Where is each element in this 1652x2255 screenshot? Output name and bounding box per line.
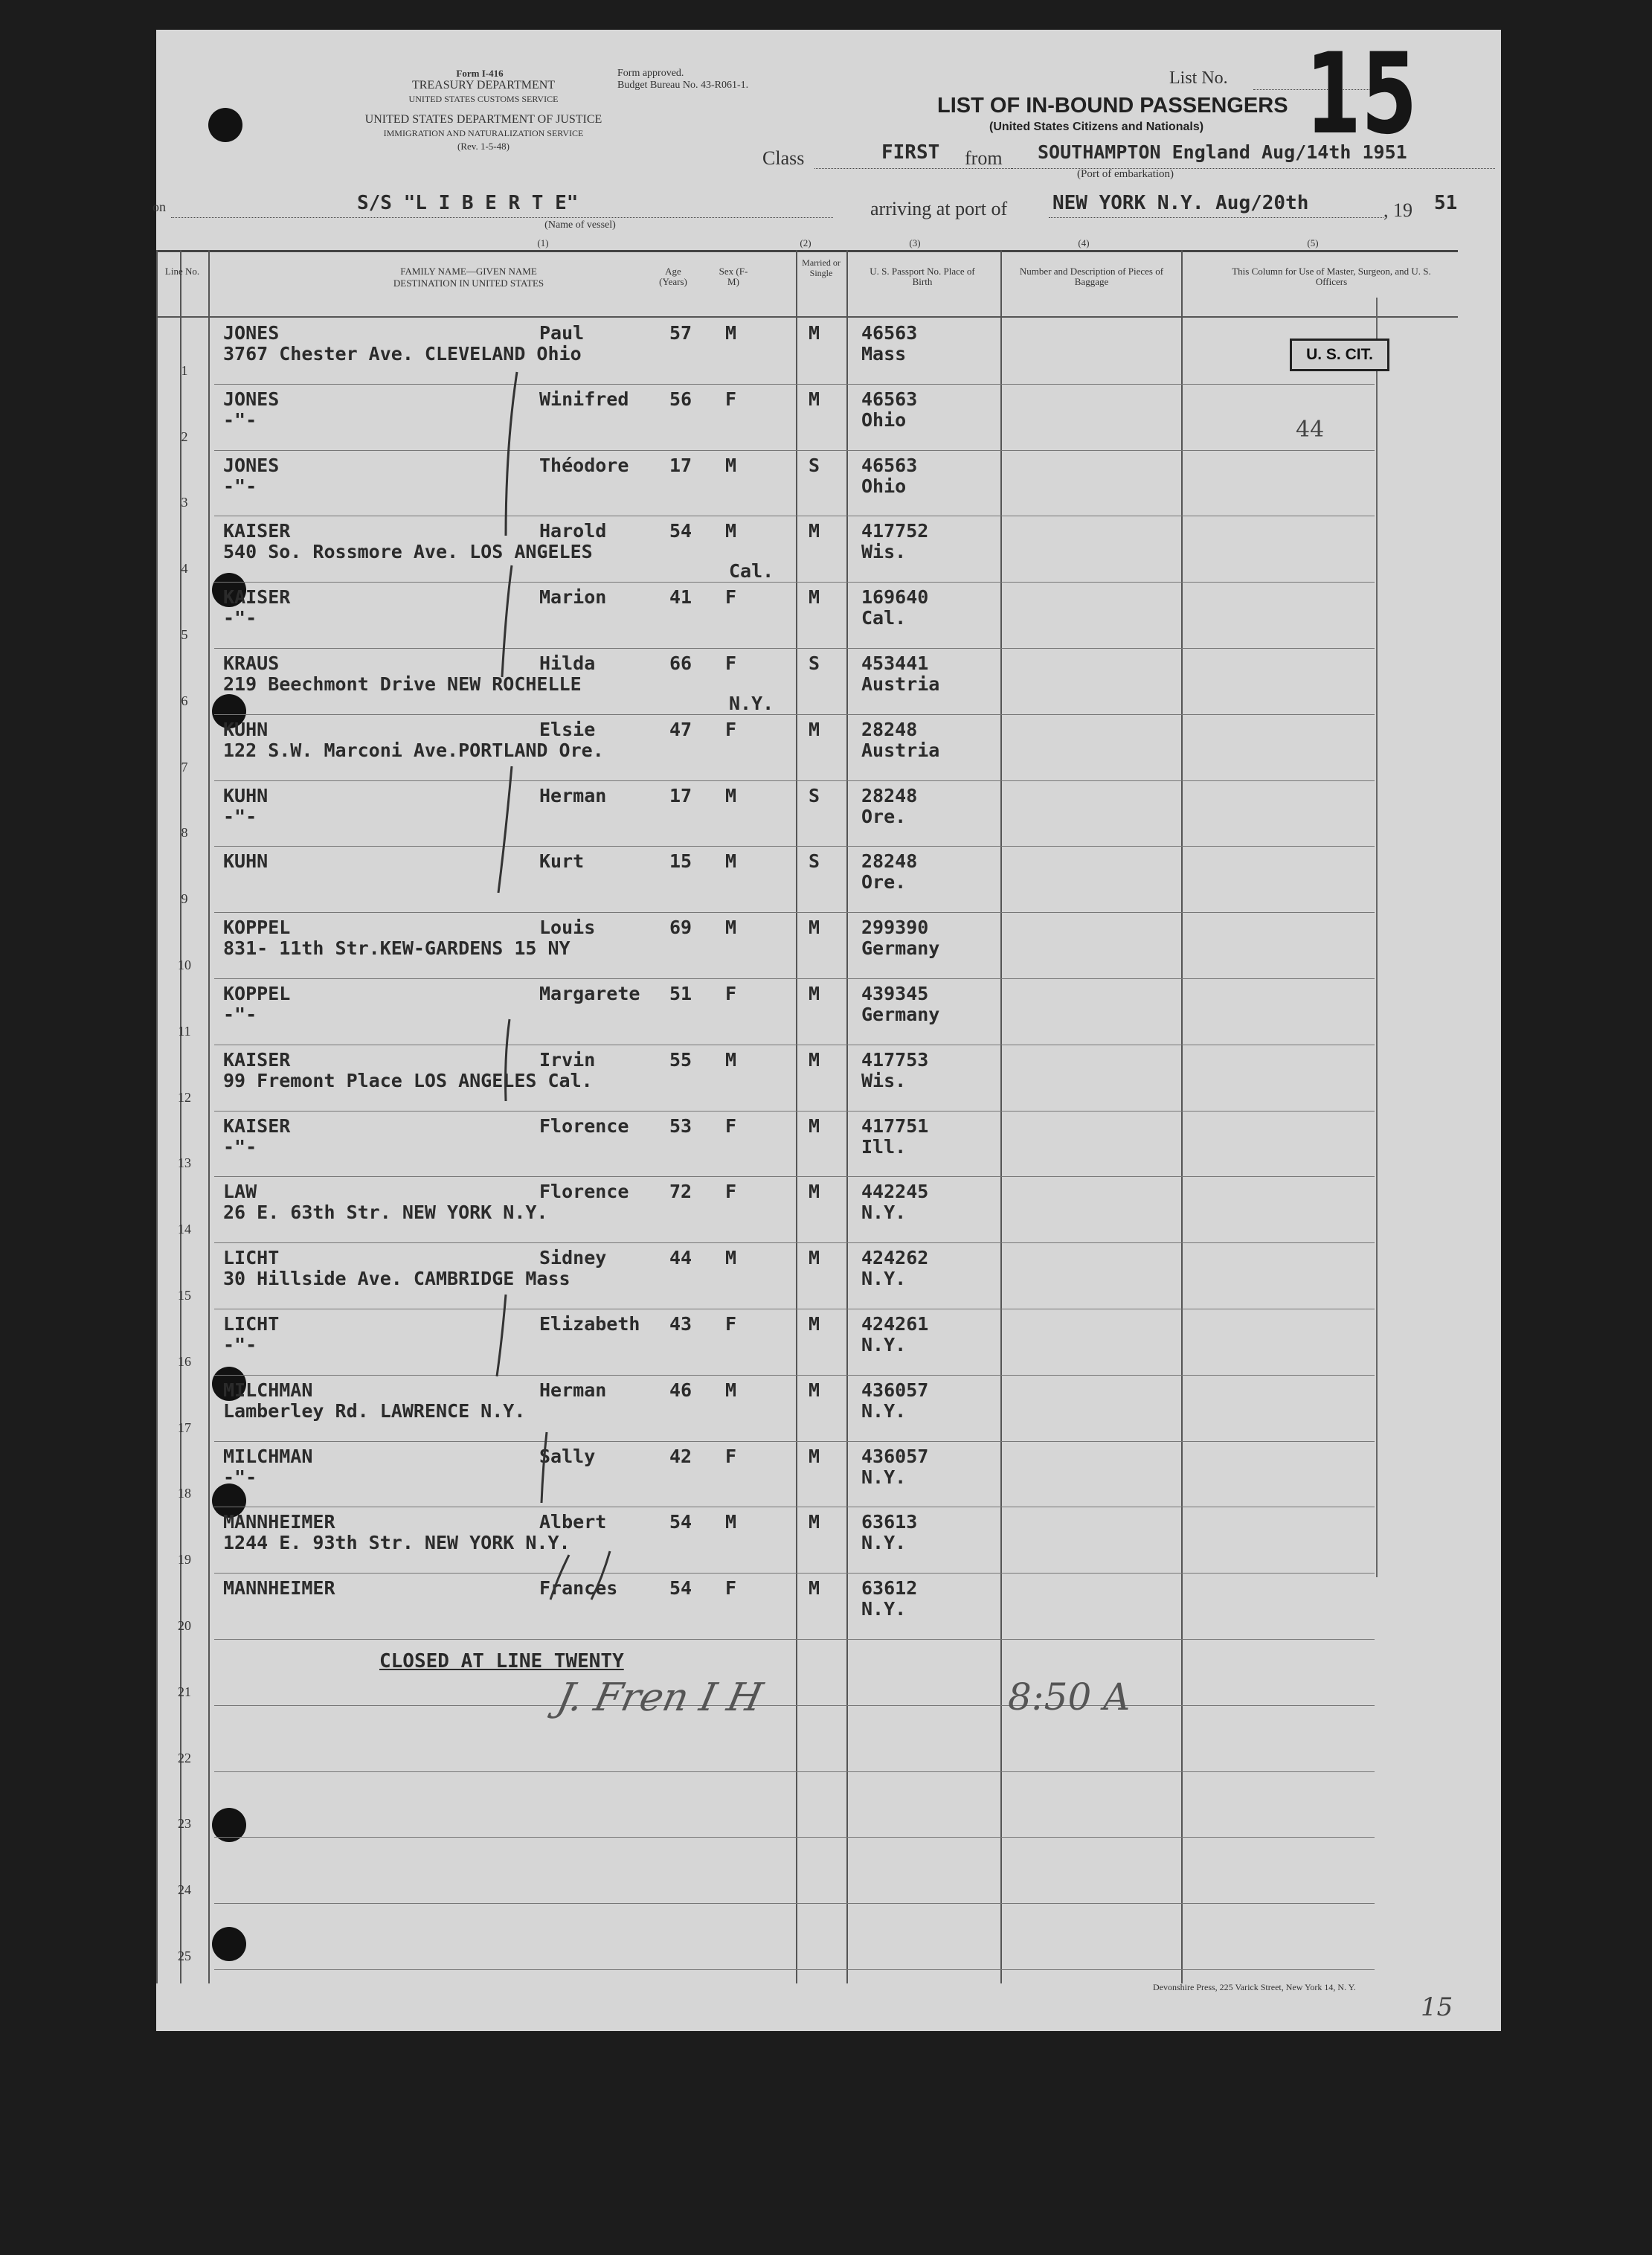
family-name: LICHT (223, 1313, 280, 1335)
printer-credit: Devonshire Press, 225 Varick Street, New York 14, N. Y. (1153, 1982, 1356, 1992)
sex: F (725, 1181, 737, 1203)
passport-number: 424261 (861, 1313, 929, 1335)
destination: -"- (223, 805, 257, 827)
marital-status: M (809, 1577, 820, 1600)
list-no-label: List No. (1169, 68, 1228, 88)
line-number: 24 (178, 1882, 191, 1898)
given-name: Hilda (539, 652, 596, 674)
marital-status: S (809, 454, 820, 476)
given-name: Marion (539, 586, 607, 609)
passport-number: 417753 (861, 1048, 929, 1071)
line-number: 25 (178, 1948, 191, 1963)
class-value: FIRST (881, 141, 940, 164)
passport-number: 28248 (861, 784, 918, 806)
sex: M (725, 1511, 737, 1533)
form-approved: Form approved. (617, 68, 684, 79)
line-number: 6 (181, 693, 188, 708)
destination: -"- (223, 1004, 257, 1025)
family-name: JONES (223, 454, 280, 476)
destination: 30 Hillside Ave. CAMBRIDGE Mass (223, 1268, 571, 1290)
family-name: LICHT (223, 1247, 280, 1269)
place-of-birth: Cal. (861, 607, 907, 629)
arriving-label: arriving at port of (870, 198, 1008, 219)
marital-status: M (809, 520, 820, 542)
marital-status: M (809, 586, 820, 609)
passport-number: 46563 (861, 388, 918, 410)
budget-bureau: Budget Bureau No. 43-R061-1. (617, 80, 749, 91)
given-name: Théodore (539, 454, 629, 476)
col-num-3: (3) (909, 237, 921, 248)
age: 57 (669, 322, 692, 344)
line-number: 18 (178, 1486, 191, 1501)
header-married: Married or Single (802, 257, 841, 278)
age: 43 (669, 1313, 692, 1335)
sex: M (725, 520, 737, 542)
vessel-name: S/S "L I B E R T E" (357, 192, 579, 214)
family-name: KUHN (223, 718, 269, 740)
passport-number: 46563 (861, 454, 918, 476)
place-of-birth: Ore. (861, 805, 907, 827)
given-name: Florence (539, 1114, 629, 1137)
age: 46 (669, 1379, 692, 1401)
header-baggage: Number and Description of Pieces of Baggage (1019, 266, 1164, 287)
age: 17 (669, 784, 692, 806)
line-number: 7 (181, 759, 188, 774)
given-name: Sidney (539, 1247, 607, 1269)
destination: 1244 E. 93th Str. NEW YORK N.Y. (223, 1532, 571, 1554)
line-number: 4 (181, 561, 188, 577)
age: 55 (669, 1048, 692, 1071)
list-number: 15 (1305, 30, 1418, 159)
line-number: 23 (178, 1816, 191, 1832)
line-number: 13 (178, 1155, 191, 1171)
sex: M (725, 784, 737, 806)
marital-status: M (809, 1379, 820, 1401)
signature: J. Fren I H (553, 1675, 767, 1720)
age: 53 (669, 1114, 692, 1137)
sex: M (725, 850, 737, 873)
line-number: 16 (178, 1353, 191, 1369)
col-num-4: (4) (1078, 237, 1090, 248)
dept-justice-sub: IMMIGRATION AND NATURALIZATION SERVICE (383, 128, 584, 138)
marital-status: M (809, 1445, 820, 1467)
given-name: Florence (539, 1181, 629, 1203)
col-num-5: (5) (1307, 237, 1319, 248)
arrival-year-prefix: , 19 (1383, 199, 1412, 221)
age: 54 (669, 520, 692, 542)
line-number: 21 (178, 1684, 191, 1699)
marital-status: M (809, 718, 820, 740)
age: 69 (669, 917, 692, 939)
given-name: Louis (539, 917, 596, 939)
header-age: Age (Years) (659, 266, 687, 287)
form-number: Form I-416 (456, 68, 504, 79)
given-name: Herman (539, 1379, 607, 1401)
place-of-birth: Austria (861, 739, 940, 761)
place-of-birth: N.Y. (861, 1532, 907, 1554)
family-name: KUHN (223, 850, 269, 873)
age: 42 (669, 1445, 692, 1467)
passport-number: 28248 (861, 718, 918, 740)
sex: M (725, 1247, 737, 1269)
place-of-birth: Ohio (861, 408, 907, 431)
marital-status: M (809, 322, 820, 344)
marital-status: S (809, 784, 820, 806)
line-number: 22 (178, 1750, 191, 1765)
sex: F (725, 1445, 737, 1467)
given-name: Winifred (539, 388, 629, 410)
from-value: SOUTHAMPTON England Aug/14th 1951 (1038, 141, 1407, 163)
page-title: LIST OF IN-BOUND PASSENGERS (937, 94, 1288, 118)
destination: -"- (223, 408, 257, 431)
passport-number: 28248 (861, 850, 918, 873)
col-num-2: (2) (800, 237, 811, 248)
dept-treasury-sub: UNITED STATES CUSTOMS SERVICE (408, 94, 559, 104)
line-number: 14 (178, 1222, 191, 1237)
family-name: MILCHMAN (223, 1445, 313, 1467)
marital-status: M (809, 388, 820, 410)
family-name: LAW (223, 1181, 257, 1203)
passport-number: 417752 (861, 520, 929, 542)
destination: 831- 11th Str.KEW-GARDENS 15 NY (223, 937, 571, 960)
age: 44 (669, 1247, 692, 1269)
age: 17 (669, 454, 692, 476)
header-name: FAMILY NAME—GIVEN NAME (400, 266, 537, 277)
passport-number: 436057 (861, 1379, 929, 1401)
destination: -"- (223, 1466, 257, 1488)
age: 15 (669, 850, 692, 873)
family-name: MANNHEIMER (223, 1577, 335, 1600)
given-name: Elsie (539, 718, 596, 740)
family-name: MILCHMAN (223, 1379, 313, 1401)
marital-status: M (809, 1247, 820, 1269)
line-number: 2 (181, 429, 188, 444)
place-of-birth: N.Y. (861, 1334, 907, 1356)
given-name: Paul (539, 322, 585, 344)
footer-page-number: 15 (1421, 1992, 1453, 2022)
place-of-birth: Ohio (861, 475, 907, 497)
sex: F (725, 652, 737, 674)
destination: -"- (223, 1334, 257, 1356)
destination-continued: Cal. (729, 560, 774, 583)
line-number: 3 (181, 495, 188, 510)
place-of-birth: Wis. (861, 1069, 907, 1091)
passport-number: 169640 (861, 586, 929, 609)
destination: 3767 Chester Ave. CLEVELAND Ohio (223, 343, 582, 365)
place-of-birth: Germany (861, 1004, 940, 1025)
marital-status: M (809, 917, 820, 939)
given-name: Irvin (539, 1048, 596, 1071)
place-of-birth: Wis. (861, 541, 907, 563)
destination: 219 Beechmont Drive NEW ROCHELLE (223, 673, 582, 695)
place-of-birth: Ill. (861, 1135, 907, 1158)
marital-status: S (809, 652, 820, 674)
age: 54 (669, 1577, 692, 1600)
on-label: on (152, 199, 166, 214)
header-sex: Sex (F-M) (719, 266, 748, 287)
passport-number: 417751 (861, 1114, 929, 1137)
header-destination: DESTINATION IN UNITED STATES (393, 278, 544, 289)
line-number: 5 (181, 627, 188, 642)
destination: 99 Fremont Place LOS ANGELES Cal. (223, 1069, 593, 1091)
line-number: 1 (181, 362, 188, 378)
from-caption: (Port of embarkation) (1077, 168, 1174, 180)
place-of-birth: Mass (861, 343, 907, 365)
col-num-1: (1) (537, 237, 549, 248)
family-name: KAISER (223, 1114, 291, 1137)
pencil-marks (156, 30, 1501, 2031)
dept-justice: UNITED STATES DEPARTMENT OF JUSTICE (364, 113, 602, 126)
sex: F (725, 1313, 737, 1335)
given-name: Margarete (539, 983, 640, 1004)
place-of-birth: N.Y. (861, 1399, 907, 1422)
family-name: KOPPEL (223, 917, 291, 939)
passport-number: 439345 (861, 983, 929, 1004)
destination: -"- (223, 475, 257, 497)
sex: F (725, 1114, 737, 1137)
age: 41 (669, 586, 692, 609)
passport-number: 436057 (861, 1445, 929, 1467)
sex: M (725, 1379, 737, 1401)
line-number: 8 (181, 825, 188, 841)
closed-at-line-text: CLOSED AT LINE TWENTY (379, 1650, 624, 1672)
destination: -"- (223, 1135, 257, 1158)
family-name: JONES (223, 388, 280, 410)
age: 56 (669, 388, 692, 410)
passport-number: 424262 (861, 1247, 929, 1269)
given-name: Harold (539, 520, 607, 542)
place-of-birth: Ore. (861, 871, 907, 894)
family-name: MANNHEIMER (223, 1511, 335, 1533)
passenger-count: 44 (1296, 417, 1325, 443)
destination: 122 S.W. Marconi Ave.PORTLAND Ore. (223, 739, 604, 761)
line-number: 9 (181, 891, 188, 907)
marital-status: M (809, 1181, 820, 1203)
line-number: 20 (178, 1618, 191, 1633)
arrival-port: NEW YORK N.Y. Aug/20th (1052, 192, 1309, 214)
vessel-caption: (Name of vessel) (544, 219, 616, 231)
family-name: KAISER (223, 1048, 291, 1071)
line-number: 12 (178, 1089, 191, 1105)
line-number: 11 (178, 1023, 191, 1039)
passport-number: 453441 (861, 652, 929, 674)
passport-number: 442245 (861, 1181, 929, 1203)
sex: F (725, 983, 737, 1004)
family-name: KAISER (223, 520, 291, 542)
marital-status: M (809, 1313, 820, 1335)
family-name: JONES (223, 322, 280, 344)
sex: F (725, 718, 737, 740)
given-name: Kurt (539, 850, 585, 873)
marital-status: M (809, 983, 820, 1004)
marital-status: M (809, 1048, 820, 1071)
header-passport: U. S. Passport No. Place of Birth (870, 266, 975, 287)
passport-number: 63612 (861, 1577, 918, 1600)
place-of-birth: N.Y. (861, 1598, 907, 1620)
destination: 540 So. Rossmore Ave. LOS ANGELES (223, 541, 593, 563)
marital-status: M (809, 1114, 820, 1137)
family-name: KUHN (223, 784, 269, 806)
sex: M (725, 1048, 737, 1071)
sex: M (725, 454, 737, 476)
given-name: Frances (539, 1577, 618, 1600)
sex: F (725, 586, 737, 609)
arrival-year: 51 (1434, 192, 1458, 214)
header-line-no: Line No. (164, 266, 200, 277)
place-of-birth: N.Y. (861, 1268, 907, 1290)
from-label: from (965, 147, 1003, 169)
revision: (Rev. 1-5-48) (457, 141, 510, 152)
sex: F (725, 388, 737, 410)
family-name: KAISER (223, 586, 291, 609)
sex: M (725, 322, 737, 344)
time-note: 8:50 A (1008, 1675, 1131, 1719)
class-label: Class (762, 147, 805, 169)
family-name: KRAUS (223, 652, 280, 674)
sex: M (725, 917, 737, 939)
line-number: 10 (178, 958, 191, 972)
destination: 26 E. 63th Str. NEW YORK N.Y. (223, 1202, 548, 1224)
family-name: KOPPEL (223, 983, 291, 1004)
age: 47 (669, 718, 692, 740)
sex: F (725, 1577, 737, 1600)
marital-status: S (809, 850, 820, 873)
us-cit-stamp-text: U. S. CIT. (1306, 346, 1373, 363)
age: 51 (669, 983, 692, 1004)
passport-number: 299390 (861, 917, 929, 939)
destination: -"- (223, 607, 257, 629)
header-officers: This Column for Use of Master, Surgeon, and U. S. Officers (1232, 266, 1431, 287)
passport-number: 46563 (861, 322, 918, 344)
given-name: Herman (539, 784, 607, 806)
line-number: 19 (178, 1552, 191, 1568)
dept-treasury: TREASURY DEPARTMENT (411, 79, 556, 92)
place-of-birth: N.Y. (861, 1202, 907, 1224)
place-of-birth: N.Y. (861, 1466, 907, 1488)
manifest-page (152, 30, 1501, 2031)
age: 66 (669, 652, 692, 674)
page-subtitle: (United States Citizens and Nationals) (989, 121, 1204, 133)
age: 54 (669, 1511, 692, 1533)
given-name: Albert (539, 1511, 607, 1533)
line-number: 15 (178, 1288, 191, 1303)
marital-status: M (809, 1511, 820, 1533)
given-name: Sally (539, 1445, 596, 1467)
age: 72 (669, 1181, 692, 1203)
given-name: Elizabeth (539, 1313, 640, 1335)
place-of-birth: Germany (861, 937, 940, 960)
destination: Lamberley Rd. LAWRENCE N.Y. (223, 1399, 526, 1422)
place-of-birth: Austria (861, 673, 940, 695)
passport-number: 63613 (861, 1511, 918, 1533)
destination-continued: N.Y. (729, 693, 774, 714)
line-number: 17 (178, 1420, 191, 1435)
